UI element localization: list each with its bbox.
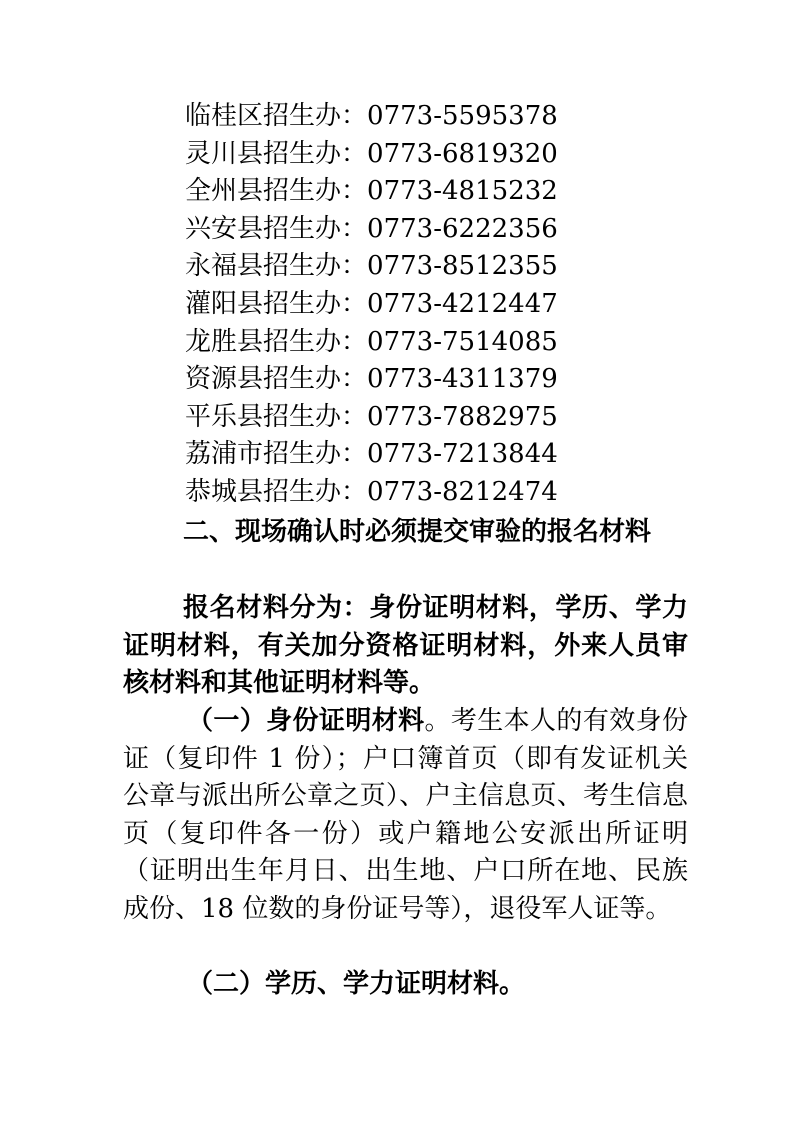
separator: ：: [341, 101, 368, 131]
admissions-office-contact-list: [185, 98, 558, 512]
contact-line: [185, 399, 558, 437]
education-materials-heading: （二）学历、学力证明材料。: [187, 969, 526, 999]
office-name: 资源县招生办: [185, 364, 342, 395]
office-name: 临桂区招生办: [185, 101, 342, 131]
separator: ：: [341, 401, 368, 432]
office-name: 兴安县招生办: [185, 213, 342, 244]
contact-line: [185, 324, 558, 362]
phone-number: 0773-6222356: [367, 213, 558, 244]
identity-materials-paragraph: [123, 703, 688, 929]
phone-number: 0773-8212474: [367, 476, 558, 507]
office-name: 平乐县招生办: [185, 401, 342, 432]
contact-line: [185, 361, 558, 399]
contact-line: [185, 248, 558, 286]
separator: ：: [341, 364, 368, 395]
phone-number: 0773-6819320: [367, 138, 558, 169]
separator: ：: [341, 138, 368, 169]
contact-line: [185, 136, 558, 174]
materials-intro-paragraph: 报名材料分为：身份证明材料，学历、学力证明材料，有关加分资格证明材料，外来人员审核材料和其他证明材料等。: [123, 593, 688, 699]
identity-materials-body: 。考生本人的有效身份证（复印件 1 份）；户口簿首页（即有发证机关公章与派出所公章之页）、户主信息页、考生信息页（复印件各一份）或户籍地公安派出所证明（证明出生年月日、出生地、户口所在地、民族成份、18 位数的身份证号等），退役军人证等。: [123, 706, 688, 924]
office-name: 荔浦市招生办: [185, 439, 342, 470]
phone-number: 0773-7882975: [367, 401, 558, 432]
contact-line: [185, 173, 558, 211]
separator: ：: [341, 213, 368, 244]
identity-materials-title: （一）身份证明材料: [187, 706, 425, 736]
separator: ：: [341, 288, 368, 319]
contact-line: [185, 436, 558, 474]
office-name: 全州县招生办: [185, 176, 342, 207]
separator: ：: [341, 176, 368, 207]
office-name: 灵川县招生办: [185, 138, 342, 169]
separator: ：: [341, 251, 368, 282]
contact-line: [185, 98, 558, 136]
phone-number: 0773-4212447: [367, 288, 558, 319]
phone-number: 0773-8512355: [367, 251, 558, 282]
section-heading: 二、现场确认时必须提交审验的报名材料: [183, 517, 652, 547]
contact-line: [185, 286, 558, 324]
phone-number: 0773-7213844: [367, 439, 558, 470]
separator: ：: [341, 326, 368, 357]
phone-number: 0773-7514085: [367, 326, 558, 357]
phone-number: 0773-4815232: [367, 176, 558, 207]
separator: ：: [341, 476, 368, 507]
phone-number: 0773-4311379: [367, 364, 558, 395]
separator: ：: [341, 439, 368, 470]
office-name: 恭城县招生办: [185, 476, 342, 507]
contact-line: [185, 474, 558, 512]
office-name: 灌阳县招生办: [185, 288, 342, 319]
phone-number: 0773-5595378: [367, 101, 558, 131]
contact-line: [185, 211, 558, 249]
office-name: 永福县招生办: [185, 251, 342, 282]
office-name: 龙胜县招生办: [185, 326, 342, 357]
